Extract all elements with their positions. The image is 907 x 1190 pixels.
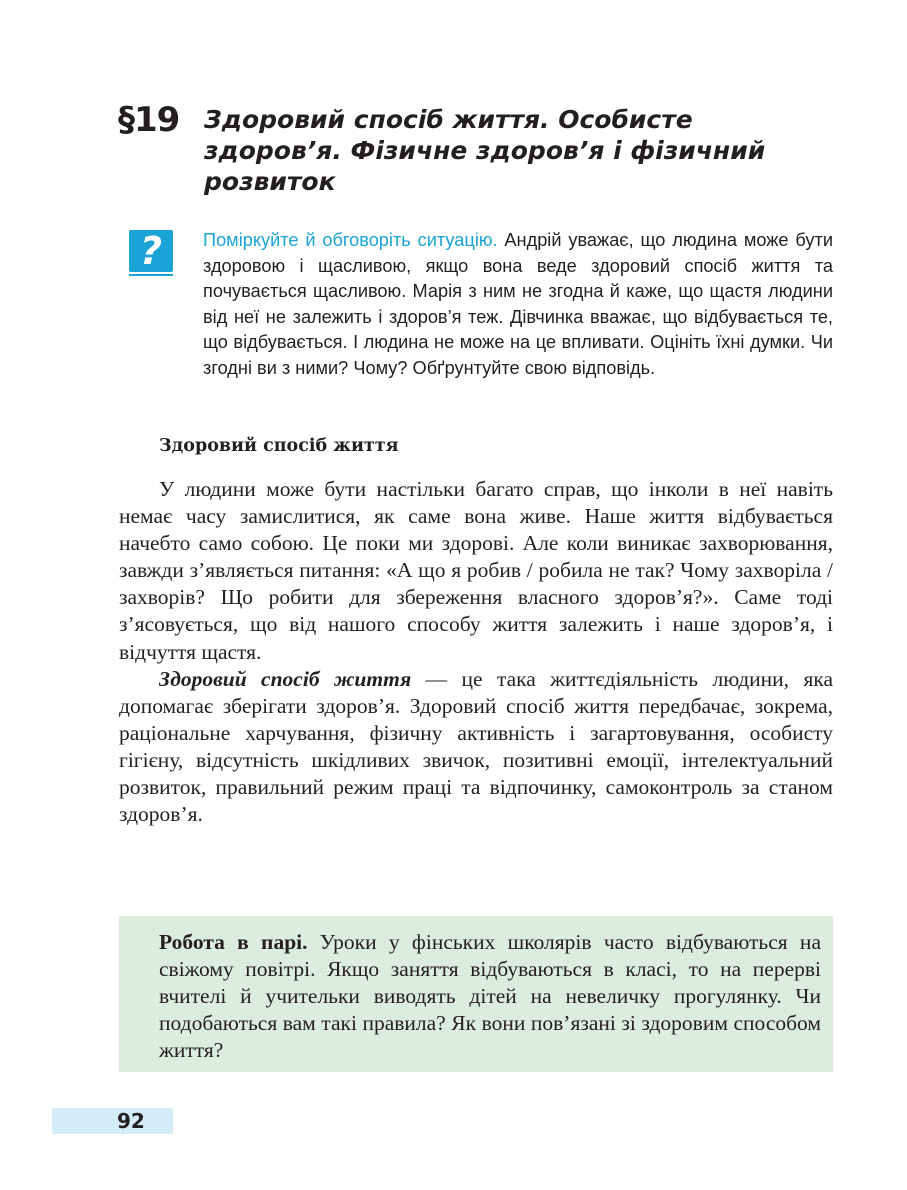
page-number-bar <box>52 1108 173 1134</box>
pair-work-lead: Робота в парі. <box>159 930 308 954</box>
question-icon-underline <box>129 274 173 276</box>
subheading: Здоровий спосіб життя <box>159 436 399 456</box>
pair-work-text: Уроки у фінських школярів часто відбуваються на свіжому повітрі. Якщо заняття відбуваються в класі, то на перерві вчителі й учительки виводять дітей на невеличку прогулянку. Чи подобаються вам такі правила? Як вони пов’язані зі здоровим способом життя? <box>159 930 821 1063</box>
pair-work-box <box>119 916 833 1072</box>
section-number: §19 <box>118 100 180 140</box>
term-definition: Здоровий спосіб життя <box>159 666 412 691</box>
body-text <box>119 476 833 828</box>
section-title: Здоровий спосіб життя. Особисте здоров’я. Фізичне здоров’я і фізичний розвиток <box>204 105 766 196</box>
discussion-question <box>203 228 833 382</box>
paragraph-2-text: — це така життєдіяльність людини, яка допомагає зберігати здоров’я. Здоровий спосіб життя передбачає, зокрема, раціональне харчування, фізичну активність і загартовування, особисту гігієну, відсутність шкідливих звичок, позитивні емоції, інтелектуальний розвиток, правильний режим праці та відпочинку, самоконтроль за станом здоров’я. <box>119 666 833 827</box>
question-lead: Поміркуйте й обговоріть ситуацію. <box>203 230 498 250</box>
question-mark-icon <box>129 230 173 272</box>
paragraph-2 <box>119 666 833 829</box>
paragraph-1: У людини може бути настільки багато справ, що інколи в неї навіть немає часу замислитися, як саме вона живе. Наше життя відбувається начебто само собою. Це поки ми здорові. Але коли виникає захворювання, завжди з’являється питання: «А що я робив / робила не так? Чому захворіла / захворів? Що робити для збереження власного здоров’я?». Саме тоді з’ясовується, що від нашого способу життя залежить і наше здоров’я, і відчуття щастя. <box>119 477 833 664</box>
question-mark-symbol: ? <box>139 229 163 273</box>
page-number: 92 <box>117 1109 145 1133</box>
question-text: Андрій уважає, що людина може бути здоровою і щасливою, якщо вона веде здоровий спосіб життя та почувається щасливою. Марія з ним не згодна й каже, що щастя людини від неї не залежить і здоров’я теж. Дівчинка вважає, що відбувається те, що відбувається. І людина не може на це впливати. Оцініть їхні думки. Чи згодні ви з ними? Чому? Обґрунтуйте свою відповідь. <box>203 230 833 378</box>
